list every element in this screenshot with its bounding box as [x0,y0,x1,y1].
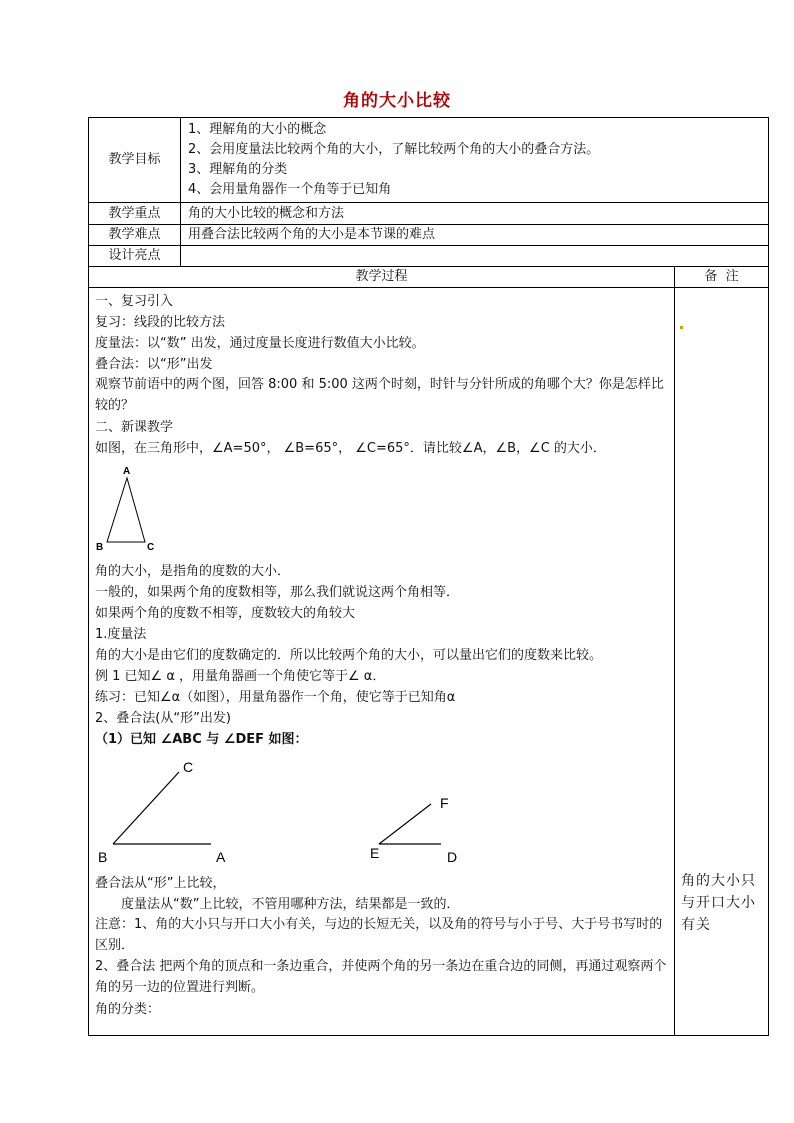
triangle-figure [93,464,163,554]
vertex-label-c: C [183,759,194,775]
difficult-text: 用叠合法比较两个角的大小是本节课的难点 [188,227,436,242]
section-heading: 二、新课教学 [95,420,174,435]
angle-abc-figure [93,756,243,868]
text-line: 角的大小，是指角的度数的大小． [95,564,291,579]
text-line: 复习：线段的比较方法 [95,315,226,330]
vertex-label-e: E [370,845,380,861]
section-heading: 一、复习引入 [95,294,174,309]
vertex-label-a: A [216,849,226,865]
key-text: 角的大小比较的概念和方法 [188,206,345,221]
text-line: 如果两个角的度数不相等，度数较大的角较大 [95,606,356,621]
goals-label: 教学目标 [108,152,161,167]
row-divider [89,202,768,203]
process-header: 教学过程 [355,269,408,284]
angle-def-figure [361,790,471,868]
vertex-label-d: D [447,849,458,865]
difficult-label: 教学难点 [108,227,161,242]
text-paragraph: 2、叠合法 把两个角的顶点和一条边重合，并使两个角的另一条边在重合边的同侧，再通过观察两个角的另一边的位置进行判断。 [95,959,667,995]
design-label: 设计亮点 [108,248,161,263]
text-line: 角的大小是由它们的度数确定的．所以比较两个角的大小，可以量出它们的度数来比较。 [95,648,603,663]
row-divider [89,287,768,288]
column-divider [674,266,675,1035]
text-line: 叠合法从“形”上比较， [95,876,226,891]
subsection-heading: 2、叠合法(从“形”出发) [95,711,231,726]
text-paragraph: 注意：1、角的大小只与开口大小有关，与边的长短无关，以及角的符号与小于号、大于号书写时的区别． [95,917,663,953]
column-divider [180,118,181,266]
goal-item: 1、理解角的大小的概念 [188,122,327,137]
goal-item: 3、理解角的分类 [188,162,288,177]
text-line: 度量法：以“数” 出发，通过度量长度进行数值大小比较。 [95,336,425,351]
text-line: 练习：已知∠α（如图），用量角器作一个角，使它等于已知角α [95,690,456,705]
page-title: 角的大小比较 [343,91,451,111]
vertex-label-c: C [147,542,155,553]
text-line: 一般的，如果两个角的度数相等，那么我们就说这两个角相等． [95,585,460,600]
text-line: 度量法从“数”上比较，不管用哪种方法，结果都是一致的． [121,897,460,912]
text-line: 角的分类： [95,1002,161,1017]
text-line: 例 1 已知∠ α ，用量角器画一个角使它等于∠ α． [95,669,386,684]
text-paragraph: 观察节前语中的两个图，回答 8:00 和 5:00 这两个时刻，时针与分针所成的角哪个大？你是怎样比较的？ [95,377,664,413]
row-divider [89,245,768,246]
vertex-label-b: B [96,542,104,553]
goal-item: 4、会用量角器作一个角等于已知角 [188,182,392,197]
vertex-label-a: A [123,466,131,477]
notes-text: 角的大小只与开口大小有关 [681,873,756,933]
text-line: 叠合法：以“形”出发 [95,357,213,372]
goal-item: 2、会用度量法比较两个角的大小，了解比较两个角的大小的叠合方法。 [188,142,600,157]
text-line: 如图，在三角形中，∠A=50°， ∠B=65°， ∠C=65°．请比较∠A，∠B，∠C 的大小． [95,441,606,456]
lesson-table [88,117,769,1036]
notes-header: 备 注 [704,269,739,284]
key-label: 教学重点 [108,206,161,221]
text-line: （1）已知 ∠ABC 与 ∠DEF 如图： [95,732,308,747]
note-mark [680,326,683,329]
subsection-heading: 1.度量法 [95,627,147,642]
vertex-label-b: B [98,849,108,865]
vertex-label-f: F [440,795,449,811]
